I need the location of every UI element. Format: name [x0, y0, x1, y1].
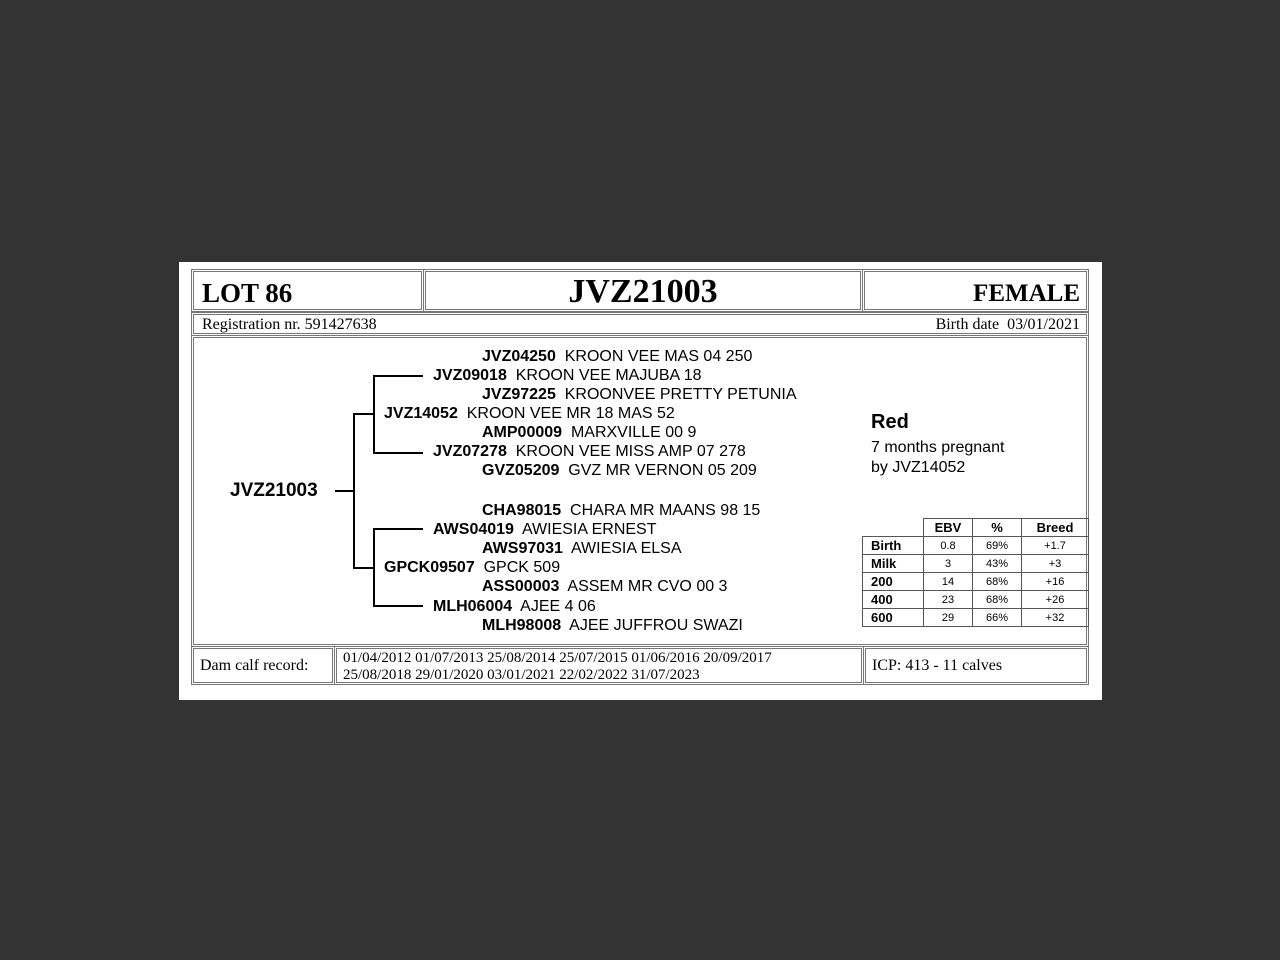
ebv-header-breed: Breed	[1022, 519, 1089, 537]
pedigree-entry-sire: JVZ14052 KROON VEE MR 18 MAS 52	[384, 405, 675, 422]
dam-record-dates	[343, 650, 772, 684]
tree-line	[335, 490, 353, 492]
birth-date-label: Birth date	[935, 316, 1000, 333]
ebv-row: Milk 3 43% +3	[863, 555, 1089, 573]
animal-sex: FEMALE	[973, 280, 1080, 307]
tree-line	[373, 452, 423, 454]
pedigree-entry-sds: AMP00009 MARXVILLE 00 9	[482, 424, 697, 441]
dam-record-dates-cell	[334, 646, 864, 685]
ebv-table	[862, 518, 1089, 627]
tree-line	[373, 605, 423, 607]
tree-line	[373, 375, 375, 453]
pedigree-entry-dd: MLH06004 AJEE 4 06	[433, 598, 596, 615]
pedigree-entry-ddd: MLH98008 AJEE JUFFROU SWAZI	[482, 617, 743, 634]
pedigree-entry-sd: JVZ07278 KROON VEE MISS AMP 07 278	[433, 443, 746, 460]
pregnancy-line-2: by JVZ14052	[871, 459, 966, 476]
pedigree-entry-sss: JVZ04250 KROON VEE MAS 04 250	[482, 348, 753, 365]
pedigree-entry-sdd: GVZ05209 GVZ MR VERNON 05 209	[482, 462, 757, 479]
tree-line	[373, 375, 423, 377]
ebv-row: 600 29 66% +32	[863, 609, 1089, 627]
ebv-header-ebv: EBV	[924, 519, 973, 537]
pedigree-entry-dss: CHA98015 CHARA MR MAANS 98 15	[482, 502, 761, 519]
pregnancy-line-1: 7 months pregnant	[871, 439, 1005, 456]
pregnancy-status	[871, 438, 1004, 478]
dam-record-dates-line-2: 25/08/2018 29/01/2020 03/01/2021 22/02/2022 31/07/2023	[343, 667, 700, 683]
pedigree-entry-dds: ASS00003 ASSEM MR CVO 00 3	[482, 578, 728, 595]
dam-record-label: Dam calf record:	[200, 657, 309, 674]
ebv-row: Birth 0.8 69% +1.7	[863, 537, 1089, 555]
ebv-row: 400 23 68% +26	[863, 591, 1089, 609]
registration-label: Registration nr.	[202, 316, 301, 333]
pedigree-entry-ss: JVZ09018 KROON VEE MAJUBA 18	[433, 367, 702, 384]
icp-value: ICP: 413 - 11 calves	[872, 657, 1003, 674]
traits-panel	[871, 410, 1004, 478]
lot-number: LOT 86	[202, 278, 293, 308]
tree-line	[373, 528, 423, 530]
pedigree-tree	[179, 262, 1102, 700]
registration-number: 591427638	[304, 316, 377, 333]
dam-record-label-cell	[191, 646, 335, 685]
pedigree-entry-ds: AWS04019 AWIESIA ERNEST	[433, 521, 657, 538]
pedigree-entry-ssd: JVZ97225 KROONVEE PRETTY PETUNIA	[482, 386, 797, 403]
pedigree-entry-dsd: AWS97031 AWIESIA ELSA	[482, 540, 682, 557]
pedigree-entry-dam: GPCK09507 GPCK 509	[384, 559, 561, 576]
tree-line	[353, 413, 355, 569]
tree-line	[353, 413, 373, 415]
icp-cell	[863, 646, 1089, 685]
ebv-row: 200 14 68% +16	[863, 573, 1089, 591]
pedigree-animal: JVZ21003	[230, 480, 318, 501]
coat-color: Red	[871, 411, 909, 433]
lot-card	[179, 262, 1102, 700]
tree-line	[353, 567, 373, 569]
birth-date-value: 03/01/2021	[1007, 316, 1080, 333]
ebv-header-pct: %	[973, 519, 1022, 537]
ebv-header-row	[863, 519, 1089, 537]
dam-record-dates-line-1: 01/04/2012 01/07/2013 25/08/2014 25/07/2015 01/06/2016 20/09/2017	[343, 650, 772, 666]
tree-line	[373, 528, 375, 607]
animal-id: JVZ21003	[568, 273, 718, 310]
